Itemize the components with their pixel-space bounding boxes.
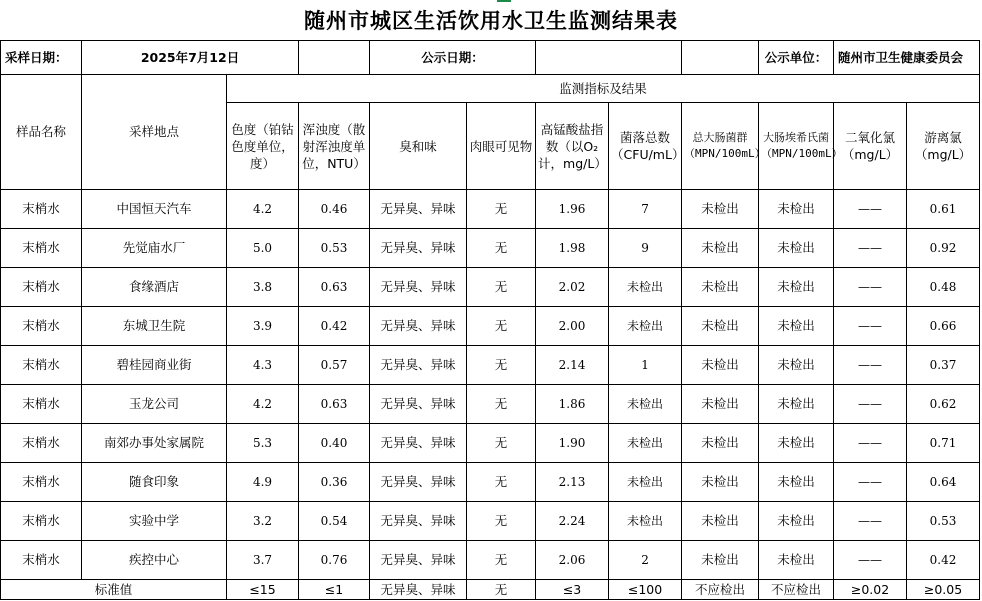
sample-name-cell[interactable]: 末梢水 [1,346,82,385]
result-cell[interactable]: 无异臭、异味 [370,541,467,580]
result-cell[interactable]: 未检出 [682,268,759,307]
sample-name-cell[interactable]: 末梢水 [1,385,82,424]
result-cell[interactable]: 无异臭、异味 [370,307,467,346]
result-cell[interactable]: 0.53 [299,229,370,268]
result-cell[interactable]: 1.98 [536,229,609,268]
result-cell[interactable]: 未检出 [682,541,759,580]
sample-location-cell[interactable]: 中国恒天汽车 [82,190,227,229]
result-cell[interactable]: 0.53 [907,502,980,541]
sample-name-cell[interactable]: 末梢水 [1,502,82,541]
standard-cell[interactable]: ≤15 [227,580,299,600]
header-permanganate[interactable]: 高锰酸盐指数（以O₂计，mg/L） [536,103,609,190]
result-cell[interactable]: 无 [467,502,536,541]
result-cell[interactable]: 无 [467,229,536,268]
sample-date-label[interactable]: 采样日期： [1,41,82,75]
sample-location-cell[interactable]: 先觉庙水厂 [82,229,227,268]
result-cell[interactable]: 1.96 [536,190,609,229]
results-table [0,40,980,600]
publish-date-value[interactable] [536,41,682,75]
header-chlorine-dioxide[interactable]: 二氧化氯（mg/L） [834,103,907,190]
standard-row [1,580,980,600]
result-cell[interactable]: 2.13 [536,463,609,502]
result-cell[interactable]: 3.8 [227,268,299,307]
result-cell[interactable]: 未检出 [759,424,834,463]
sample-location-cell[interactable]: 实验中学 [82,502,227,541]
result-cell[interactable]: 4.2 [227,190,299,229]
result-cell[interactable]: 未检出 [682,502,759,541]
result-cell[interactable]: 无异臭、异味 [370,268,467,307]
table-row [1,346,980,385]
result-cell[interactable]: 5.0 [227,229,299,268]
result-cell[interactable]: 未检出 [682,229,759,268]
result-cell[interactable]: —— [834,463,907,502]
standard-cell[interactable]: ≥0.02 [834,580,907,600]
result-cell[interactable]: 未检出 [759,229,834,268]
result-cell[interactable]: 未检出 [682,463,759,502]
result-cell[interactable]: 0.76 [299,541,370,580]
header-indicator-group[interactable]: 监测指标及结果 [227,75,980,103]
sample-name-cell[interactable]: 末梢水 [1,229,82,268]
result-cell[interactable]: 未检出 [759,502,834,541]
result-cell[interactable]: 无 [467,463,536,502]
meta-empty-cell[interactable] [682,41,759,75]
result-cell[interactable]: 未检出 [609,502,682,541]
result-cell[interactable]: 0.92 [907,229,980,268]
standard-cell[interactable]: ≤3 [536,580,609,600]
table-row [1,463,980,502]
table-row [1,541,980,580]
result-cell[interactable]: 0.54 [299,502,370,541]
result-cell[interactable]: 未检出 [609,268,682,307]
table-row [1,502,980,541]
result-cell[interactable]: 无异臭、异味 [370,346,467,385]
result-cell[interactable]: 0.48 [907,268,980,307]
result-cell[interactable]: 7 [609,190,682,229]
result-cell[interactable]: 无 [467,307,536,346]
result-cell[interactable]: 未检出 [759,190,834,229]
header-odor[interactable]: 臭和味 [370,103,467,190]
result-cell[interactable]: 1 [609,346,682,385]
sample-location-cell[interactable]: 南郊办事处家属院 [82,424,227,463]
table-row [1,268,980,307]
sample-name-cell[interactable]: 末梢水 [1,190,82,229]
result-cell[interactable]: 0.36 [299,463,370,502]
result-cell[interactable]: 0.66 [907,307,980,346]
result-cell[interactable]: 4.9 [227,463,299,502]
sample-location-cell[interactable]: 东城卫生院 [82,307,227,346]
sample-name-cell[interactable]: 末梢水 [1,424,82,463]
standard-cell[interactable]: ≤1 [299,580,370,600]
result-cell[interactable]: —— [834,541,907,580]
result-cell[interactable]: 0.64 [907,463,980,502]
standard-cell[interactable]: ≤100 [609,580,682,600]
result-cell[interactable]: 无 [467,424,536,463]
sample-location-cell[interactable]: 随食印象 [82,463,227,502]
result-cell[interactable]: 未检出 [682,424,759,463]
data-rows [1,190,980,580]
sample-name-cell[interactable]: 末梢水 [1,307,82,346]
result-cell[interactable]: 0.46 [299,190,370,229]
result-cell[interactable]: 未检出 [759,463,834,502]
result-cell[interactable]: 无 [467,346,536,385]
result-cell[interactable]: 2.02 [536,268,609,307]
result-cell[interactable]: 0.63 [299,385,370,424]
header-turbidity[interactable]: 浑浊度（散射浑浊度单位，NTU） [299,103,370,190]
header-total-coliform[interactable]: 总大肠菌群（MPN/100mL） [682,103,759,190]
result-cell[interactable]: 0.57 [299,346,370,385]
result-cell[interactable]: 无 [467,190,536,229]
sample-name-cell[interactable]: 末梢水 [1,463,82,502]
result-cell[interactable]: 未检出 [682,346,759,385]
result-cell[interactable]: 未检出 [609,385,682,424]
table-row [1,229,980,268]
result-cell[interactable]: 无异臭、异味 [370,229,467,268]
header-sample-location[interactable]: 采样地点 [82,75,227,190]
standard-cell[interactable]: 不应检出 [759,580,834,600]
result-cell[interactable]: 1.86 [536,385,609,424]
result-cell[interactable]: —— [834,190,907,229]
result-cell[interactable]: 无异臭、异味 [370,424,467,463]
result-cell[interactable]: 未检出 [759,346,834,385]
result-cell[interactable]: —— [834,424,907,463]
result-cell[interactable]: 2.00 [536,307,609,346]
result-cell[interactable]: —— [834,268,907,307]
standard-cell[interactable]: 无异臭、异味 [370,580,467,600]
result-cell[interactable]: 2.24 [536,502,609,541]
table-row [1,307,980,346]
result-cell[interactable]: 9 [609,229,682,268]
header-e-coli[interactable]: 大肠埃希氏菌（MPN/100mL） [759,103,834,190]
sample-name-cell[interactable]: 末梢水 [1,541,82,580]
result-cell[interactable]: 未检出 [759,385,834,424]
sample-name-cell[interactable]: 末梢水 [1,268,82,307]
result-cell[interactable]: 未检出 [609,463,682,502]
result-cell[interactable]: 无 [467,268,536,307]
result-cell[interactable]: 0.42 [907,541,980,580]
sample-location-cell[interactable]: 疾控中心 [82,541,227,580]
table-row [1,424,980,463]
result-cell[interactable]: —— [834,307,907,346]
result-cell[interactable]: 2.14 [536,346,609,385]
result-cell[interactable]: —— [834,346,907,385]
result-cell[interactable]: 无异臭、异味 [370,463,467,502]
standard-label[interactable]: 标准值 [1,580,227,600]
sample-location-cell[interactable]: 玉龙公司 [82,385,227,424]
result-cell[interactable]: 0.71 [907,424,980,463]
result-cell[interactable]: 1.90 [536,424,609,463]
result-cell[interactable]: 0.62 [907,385,980,424]
result-cell[interactable]: 未检出 [759,541,834,580]
result-cell[interactable]: 2 [609,541,682,580]
result-cell[interactable]: 4.2 [227,385,299,424]
result-cell[interactable]: 未检出 [609,424,682,463]
header-row-1 [1,75,980,103]
standard-cell[interactable]: 不应检出 [682,580,759,600]
result-cell[interactable]: 0.37 [907,346,980,385]
result-cell[interactable]: 未检出 [759,268,834,307]
result-cell[interactable]: —— [834,229,907,268]
result-cell[interactable]: 3.9 [227,307,299,346]
result-cell[interactable]: —— [834,385,907,424]
publish-date-label[interactable]: 公示日期： [370,41,536,75]
result-cell[interactable]: 无 [467,541,536,580]
result-cell[interactable]: 0.42 [299,307,370,346]
meta-row [1,41,980,75]
header-sample-name[interactable]: 样品名称 [1,75,82,190]
table-row [1,385,980,424]
header-free-chlorine[interactable]: 游离氯（mg/L） [907,103,980,190]
result-cell[interactable]: 无 [467,385,536,424]
meta-empty-cell[interactable] [299,41,370,75]
standard-cell[interactable]: ≥0.05 [907,580,980,600]
result-cell[interactable]: 未检出 [682,385,759,424]
header-colony-count[interactable]: 菌落总数（CFU/mL） [609,103,682,190]
page-title: 随州市城区生活饮用水卫生监测结果表 [304,8,678,33]
result-cell[interactable]: 3.7 [227,541,299,580]
sample-date-value[interactable]: 2025年7月12日 [82,41,299,75]
result-cell[interactable]: 未检出 [682,307,759,346]
result-cell[interactable]: 0.63 [299,268,370,307]
publish-unit-label[interactable]: 公示单位： [759,41,834,75]
result-cell[interactable]: 无异臭、异味 [370,385,467,424]
result-cell[interactable]: 4.3 [227,346,299,385]
header-color[interactable]: 色度（铂钴色度单位，度） [227,103,299,190]
result-cell[interactable]: 0.61 [907,190,980,229]
sample-location-cell[interactable]: 碧桂园商业街 [82,346,227,385]
result-cell[interactable]: 未检出 [682,190,759,229]
result-cell[interactable]: 0.40 [299,424,370,463]
result-cell[interactable]: 5.3 [227,424,299,463]
sample-location-cell[interactable]: 食缘酒店 [82,268,227,307]
result-cell[interactable]: —— [834,502,907,541]
publish-unit-value[interactable]: 随州市卫生健康委员会 [834,41,980,75]
result-cell[interactable]: 无异臭、异味 [370,502,467,541]
result-cell[interactable]: 3.2 [227,502,299,541]
result-cell[interactable]: 未检出 [759,307,834,346]
header-visible-matter[interactable]: 肉眼可见物 [467,103,536,190]
standard-cell[interactable]: 无 [467,580,536,600]
result-cell[interactable]: 无异臭、异味 [370,190,467,229]
result-cell[interactable]: 2.06 [536,541,609,580]
table-row [1,190,980,229]
result-cell[interactable]: 未检出 [609,307,682,346]
